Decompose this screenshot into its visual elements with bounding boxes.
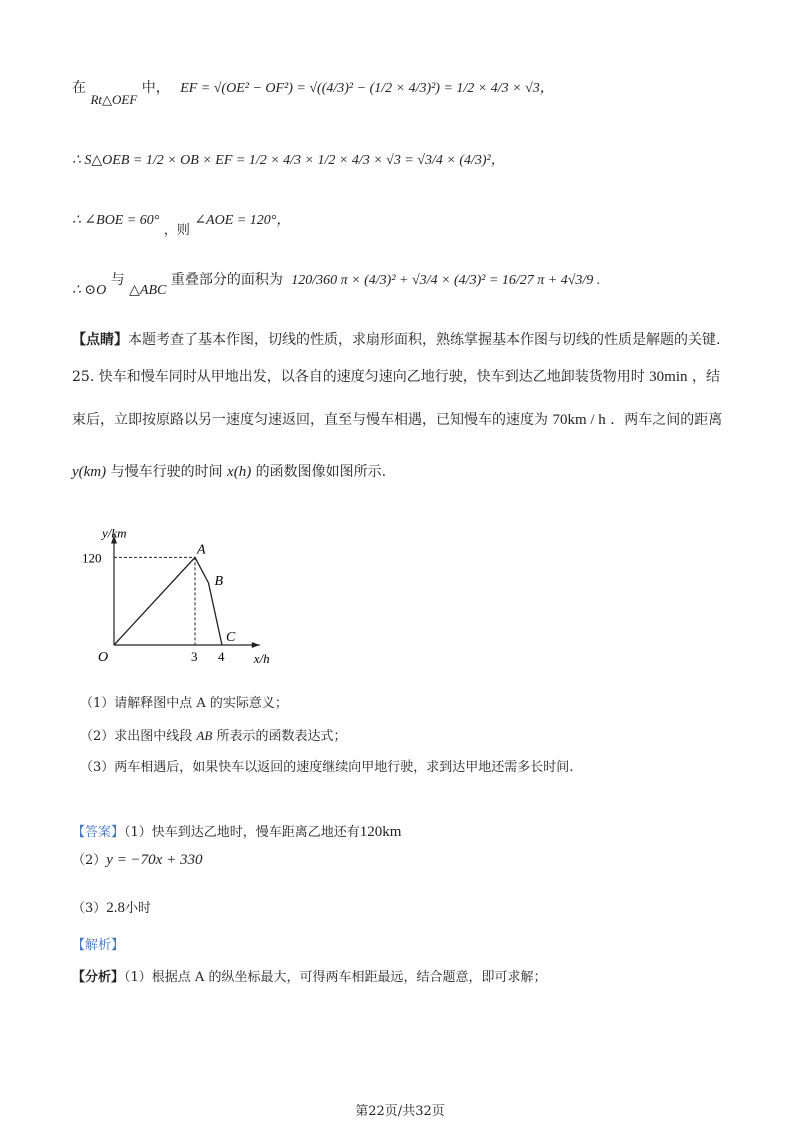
- q25-text-2: 束后，立即按原路以另一速度匀速返回，直至与慢车相遇，已知慢车的速度为: [72, 412, 548, 428]
- answer-2-label: （2）: [72, 853, 107, 868]
- x-tick-label-4: 4: [218, 649, 225, 664]
- analysis-tag: 【解析】: [72, 938, 125, 953]
- area-formula: ∴ S△OEB = 1/2 × OB × EF = 1/2 × 4/3 × 1/2 × 4/3 × √3 = √3/4 × (4/3)²，: [72, 153, 505, 168]
- comment-text: 本题考查了基本作图，切线的性质，求扇形面积，熟练掌握基本作图与切线的性质是解题的关键.: [128, 332, 721, 348]
- q25-text-3: 与慢车行驶的时间: [110, 464, 223, 480]
- q25-time: 30min: [649, 369, 688, 385]
- y-axis-label: y/km: [102, 525, 127, 541]
- answer-line-1: [72, 822, 401, 843]
- answer-line-3: [72, 898, 151, 919]
- distance-time-graph: [72, 500, 282, 675]
- fenxi-tag: 【分析】: [72, 970, 125, 985]
- answer-3-label: （3）: [72, 901, 107, 916]
- answer-3-unit: 小时: [125, 901, 152, 916]
- text-mid: 中，: [141, 80, 170, 96]
- q25-text-1c: ，结: [691, 369, 720, 385]
- answer-line-2: [72, 850, 202, 871]
- solution-line-angle: [72, 210, 291, 238]
- answer-1: （1）快车到达乙地时，慢车距离乙地还有: [124, 825, 360, 840]
- answer-3-value: 2.8: [106, 900, 126, 916]
- point-label-b: B: [214, 573, 224, 589]
- ef-formula: EF = √(OE² − OF²) = √((4/3)² − (1/2 × 4/3)²) = 1/2 × 4/3 × √3，: [180, 81, 554, 96]
- subq-2-text-c: 所表示的函数表达式；: [216, 729, 347, 744]
- q25-line1: [72, 367, 720, 387]
- fenxi-line: [72, 968, 546, 988]
- x-axis-arrow: [252, 642, 260, 648]
- point-label-c: C: [226, 630, 236, 645]
- solution-line-area: [72, 150, 505, 171]
- comment-tag: 【点睛】: [72, 332, 128, 348]
- q25-line3: [72, 462, 386, 482]
- subq-2-text: （2）求出图中线段: [80, 729, 193, 744]
- text-prefix: 在: [72, 80, 86, 96]
- overlap-formula: 120/360 π × (4/3)² + √3/4 × (4/3)² = 16/27 π + 4√3/9 .: [291, 273, 601, 288]
- q25-text-1: 25. 快车和慢车同时从甲地出发，以各自的速度匀速向乙地行驶，快车到达乙地卸装货物用时: [72, 369, 645, 385]
- q25-x: x(h): [227, 464, 252, 480]
- solution-line-overlap: [72, 270, 601, 298]
- y-tick-label: 120: [82, 550, 102, 566]
- answer-1-value: 120km: [359, 824, 402, 840]
- q25-text-3d: 的函数图像如图所示.: [255, 464, 387, 480]
- q25-y: y(km): [72, 464, 107, 480]
- x-tick-label-3: 3: [191, 649, 198, 664]
- origin-label: O: [98, 650, 109, 665]
- text-with: 与: [110, 272, 125, 288]
- answer-tag: 【答案】: [72, 825, 125, 840]
- q25-line2: [72, 410, 722, 430]
- answer-2-formula: y = −70x + 330: [106, 852, 203, 868]
- angle-aoe: ∠AOE = 120°，: [194, 213, 291, 228]
- page-footer: 第22页/共32页: [355, 1104, 445, 1119]
- x-axis-label: x/h: [253, 651, 270, 666]
- text-then: ，则: [163, 223, 190, 238]
- text-overlap: 重叠部分的面积为: [170, 272, 283, 288]
- subq-1: （1）请解释图中点 A 的实际意义；: [80, 696, 288, 711]
- q25-speed: 70km / h: [552, 412, 606, 428]
- subq-2: [80, 726, 346, 747]
- triangle-oef: Rt△OEF: [90, 92, 138, 107]
- q25-text-2c: ．两车之间的距离: [610, 412, 723, 428]
- triangle-abc: △ABC: [129, 283, 167, 298]
- fenxi-text: （1）根据点 A 的纵坐标最大，可得两车相距最远，结合题意，即可求解；: [124, 970, 547, 985]
- series-line: [114, 557, 222, 645]
- segment-ab: AB: [196, 728, 213, 743]
- solution-line-ef: [72, 78, 554, 107]
- point-label-a: A: [197, 542, 206, 558]
- subq-3: （3）两车相遇后，如果快车以返回的速度继续向甲地行驶，求到达甲地还需多长时间.: [80, 760, 574, 775]
- circle-o: ∴ ⊙O: [72, 283, 107, 298]
- comment-block: [72, 330, 762, 350]
- angle-boe: ∴ ∠BOE = 60°: [72, 213, 160, 228]
